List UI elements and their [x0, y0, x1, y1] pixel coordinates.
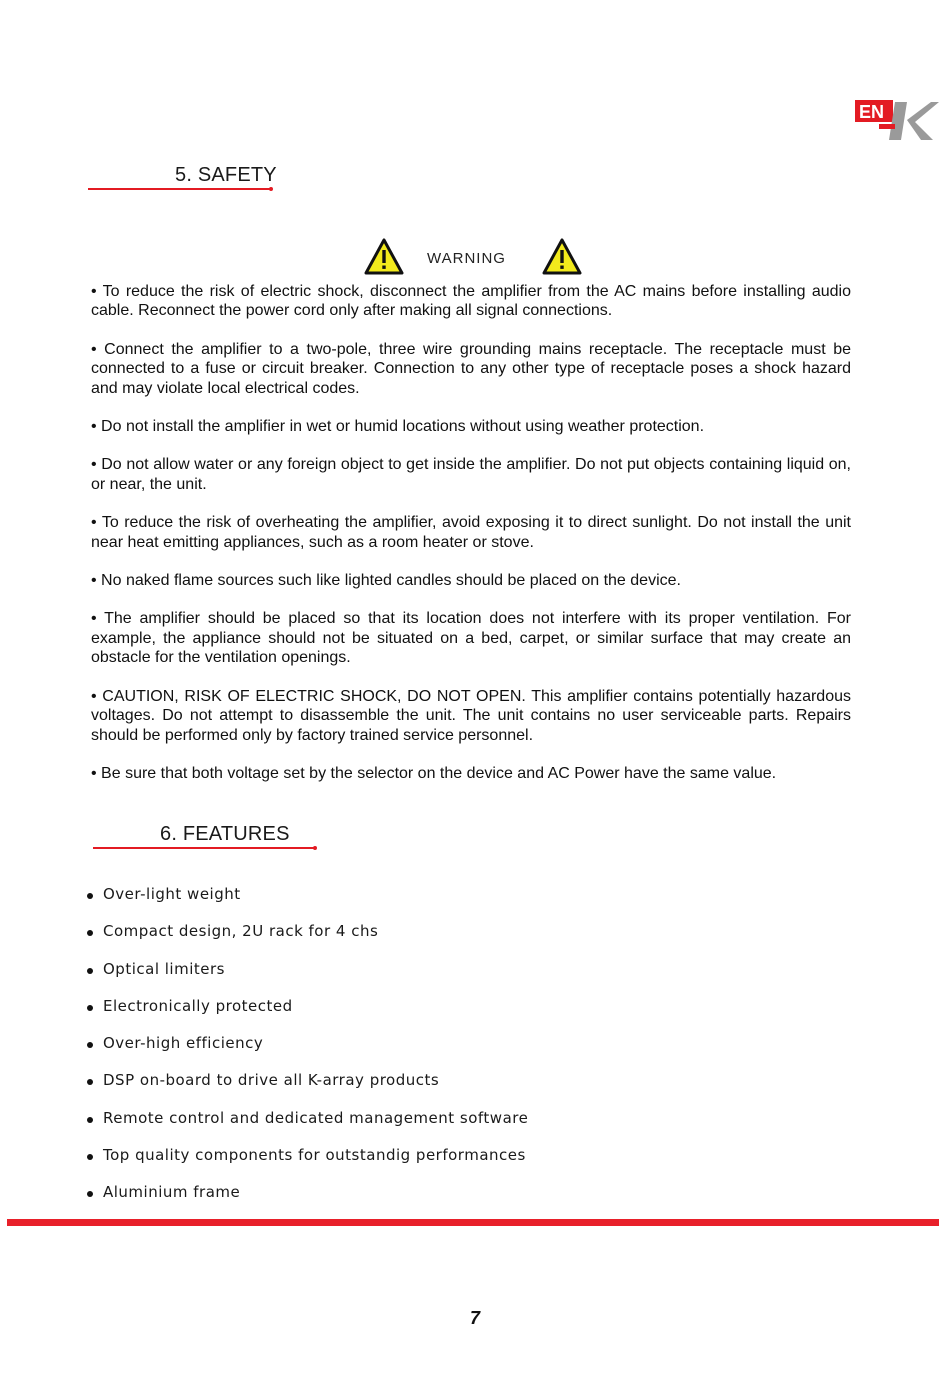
feature-item: Aluminium frame	[86, 1182, 528, 1219]
footer-divider	[7, 1219, 939, 1226]
feature-item: Top quality components for outstandig performances	[86, 1145, 528, 1182]
bullet-icon	[87, 1005, 93, 1011]
feature-item: Over-high efficiency	[86, 1033, 528, 1070]
features-section-title: 6. FEATURES	[160, 823, 290, 845]
warning-label: WARNING	[427, 250, 506, 267]
feature-item: Remote control and dedicated management software	[86, 1108, 528, 1145]
safety-item: • Connect the amplifier to a two-pole, three wire grounding mains receptacle. The receptacle must be connected to a fuse or circuit breaker. Connection to any other type of receptacle poses a shock hazard and may violate local electrical codes.	[91, 340, 851, 397]
bullet-icon	[87, 1042, 93, 1048]
bullet-icon	[87, 930, 93, 936]
bullet-icon	[87, 893, 93, 899]
safety-item: • Be sure that both voltage set by the selector on the device and AC Power have the same value.	[91, 764, 777, 782]
safety-item: • To reduce the risk of overheating the amplifier, avoid exposing it to direct sunlight. Do not install the unit near heat emitting appliances, such as a room heater or stove.	[91, 514, 851, 551]
svg-text:EN: EN	[859, 102, 885, 122]
bullet-icon	[87, 1191, 93, 1197]
bullet-icon	[87, 968, 93, 974]
features-title-underline	[93, 847, 315, 849]
feature-item: Over-light weight	[86, 884, 528, 921]
features-list	[86, 884, 528, 1220]
feature-item: Optical limiters	[86, 959, 528, 996]
safety-item: • Do not install the amplifier in wet or humid locations without using weather protection.	[91, 418, 705, 436]
safety-list	[91, 282, 851, 802]
bullet-icon	[87, 1079, 93, 1085]
safety-item: • CAUTION, RISK OF ELECTRIC SHOCK, DO NOT OPEN. This amplifier contains potentially hazardous voltages. Do not attempt to disassemble the unit. The unit contains no user serviceable parts. Repairs should be performed only by factory trained service personnel.	[91, 687, 851, 744]
safety-item: • To reduce the risk of electric shock, disconnect the amplifier from the AC mains before installing audio cable. Reconnect the power cord only after making all signal connections.	[91, 283, 851, 320]
feature-item: Compact design, 2U rack for 4 chs	[86, 921, 528, 958]
safety-title-underline	[88, 188, 271, 190]
safety-item: • Do not allow water or any foreign object to get inside the amplifier. Do not put objects containing liquid on, or near, the unit.	[91, 456, 851, 493]
bullet-icon	[87, 1117, 93, 1123]
warning-triangle-icon	[542, 238, 582, 275]
warning-row	[364, 238, 584, 278]
feature-item: Electronically protected	[86, 996, 528, 1033]
safety-section-title: 5. SAFETY	[175, 164, 277, 186]
k-array-logo	[855, 100, 939, 142]
safety-item: • The amplifier should be placed so that its location does not interfere with its proper ventilation. For example, the appliance should not be situated on a bed, carpet, or similar surface that may create an obstacle for the ventilation openings.	[91, 610, 851, 667]
safety-item: • No naked flame sources such like lighted candles should be placed on the device.	[91, 572, 681, 590]
bullet-icon	[87, 1154, 93, 1160]
warning-triangle-icon	[364, 238, 404, 275]
page-number: 7	[469, 1308, 480, 1328]
feature-item: DSP on-board to drive all K-array products	[86, 1070, 528, 1107]
